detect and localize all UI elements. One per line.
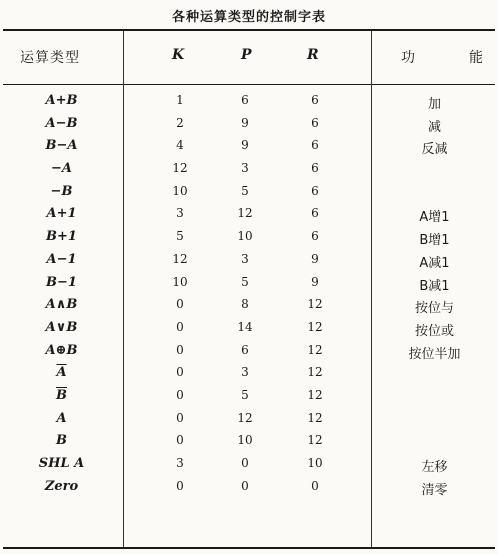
- header-p: P: [241, 47, 252, 63]
- cell-k: 0: [176, 410, 184, 425]
- cell-function: 反减: [421, 142, 448, 158]
- cell-operation-type: Zero: [44, 478, 79, 494]
- table-row: [0, 113, 498, 136]
- table-row: [0, 385, 498, 408]
- cell-r: 12: [307, 297, 323, 312]
- cell-p: 9: [241, 115, 249, 130]
- cell-k: 1: [176, 93, 184, 107]
- cell-p: 5: [241, 274, 249, 289]
- cell-function: 加: [427, 97, 441, 112]
- cell-function: A增1: [419, 210, 450, 226]
- cell-operation-type: $\overline{B}$: [56, 387, 67, 403]
- cell-operation-type: A−B: [45, 115, 78, 131]
- cell-operation-type: $\overline{A}$: [56, 365, 67, 381]
- cell-r: 6: [311, 93, 319, 107]
- cell-k: 0: [176, 297, 184, 312]
- table-row: [0, 181, 498, 204]
- header-function-char-2: 能: [469, 50, 483, 66]
- cell-p: 6: [241, 93, 249, 107]
- cell-operation-type: B−1: [46, 274, 77, 290]
- cell-r: 12: [307, 365, 323, 380]
- table-row: [0, 249, 498, 272]
- cell-operation-type: A+B: [45, 93, 78, 108]
- cell-p: 5: [241, 183, 249, 198]
- cell-p: 3: [241, 161, 249, 176]
- cell-function: 按位与: [414, 301, 454, 317]
- cell-operation-type: −B: [50, 183, 73, 199]
- cell-p: 0: [241, 478, 249, 493]
- cell-r: 12: [307, 319, 323, 334]
- cell-operation-type: A+1: [46, 206, 77, 222]
- cell-function: 按位半加: [408, 346, 461, 362]
- cell-operation-type: A: [56, 410, 67, 426]
- table-row: [0, 203, 498, 226]
- header-rule: [3, 84, 495, 85]
- cell-operation-type: SHL A: [38, 456, 85, 471]
- cell-function: A减1: [419, 255, 450, 271]
- cell-p: 10: [237, 229, 253, 244]
- table-row: [0, 362, 498, 385]
- table-title: 各种运算类型的控制字表: [171, 10, 326, 25]
- cell-r: 12: [307, 410, 323, 425]
- cell-k: 10: [172, 183, 188, 198]
- cell-p: 3: [241, 365, 249, 380]
- cell-k: 3: [176, 456, 184, 470]
- cell-k: 0: [176, 478, 184, 493]
- cell-p: 5: [241, 387, 249, 402]
- cell-function: B减1: [419, 278, 450, 294]
- cell-k: 0: [176, 433, 184, 448]
- cell-operation-type: B−A: [45, 138, 78, 154]
- cell-p: 3: [241, 251, 249, 266]
- cell-k: 4: [176, 138, 184, 153]
- header-k: K: [172, 47, 185, 63]
- table-row: [0, 408, 498, 431]
- table-row: [0, 430, 498, 453]
- header-type: 运算类型: [20, 50, 80, 66]
- cell-p: 6: [241, 342, 249, 357]
- cell-p: 14: [237, 319, 253, 334]
- cell-function: 左移: [421, 460, 448, 475]
- cell-r: 12: [307, 433, 323, 448]
- cell-r: 6: [311, 115, 319, 130]
- table-row: [0, 135, 498, 158]
- cell-k: 2: [176, 115, 184, 130]
- cell-k: 5: [176, 229, 184, 244]
- cell-function: 减: [427, 119, 441, 135]
- header-r: R: [307, 47, 319, 63]
- cell-p: 12: [237, 410, 253, 425]
- cell-function: 按位或: [414, 323, 454, 339]
- cell-operation-type: A⊕B: [45, 342, 78, 358]
- top-rule: [3, 29, 495, 31]
- cell-p: 10: [237, 433, 253, 448]
- cell-k: 0: [176, 342, 184, 357]
- header-function-char-1: 功: [401, 50, 415, 66]
- cell-operation-type: A−1: [46, 251, 77, 267]
- cell-k: 3: [176, 206, 184, 221]
- cell-r: 12: [307, 342, 323, 357]
- table-row: [0, 158, 498, 181]
- cell-k: 0: [176, 387, 184, 402]
- table-row: [0, 226, 498, 249]
- cell-r: 0: [311, 478, 319, 493]
- cell-p: 9: [241, 138, 249, 153]
- cell-k: 12: [172, 251, 188, 266]
- cell-r: 6: [311, 229, 319, 244]
- cell-r: 12: [307, 387, 323, 402]
- cell-k: 12: [172, 161, 188, 176]
- cell-operation-type: −A: [51, 161, 72, 177]
- cell-k: 10: [172, 274, 188, 289]
- cell-operation-type: B: [56, 433, 67, 449]
- cell-r: 6: [311, 206, 319, 221]
- table-row: [0, 317, 498, 340]
- cell-r: 9: [311, 274, 319, 289]
- cell-operation-type: A∧B: [45, 297, 78, 313]
- bottom-rule: [3, 547, 495, 549]
- cell-function: B增1: [419, 233, 450, 249]
- cell-r: 6: [311, 183, 319, 198]
- cell-r: 6: [311, 138, 319, 153]
- cell-function: 清零: [421, 482, 448, 498]
- cell-k: 0: [176, 319, 184, 334]
- cell-p: 12: [237, 206, 253, 221]
- cell-operation-type: A∨B: [45, 319, 78, 335]
- table-row: [0, 453, 498, 476]
- cell-operation-type: B+1: [46, 229, 77, 245]
- table-row: [0, 272, 498, 295]
- table-row: [0, 340, 498, 363]
- cell-p: 0: [241, 456, 249, 470]
- table-body: [0, 90, 498, 498]
- cell-r: 10: [307, 456, 323, 470]
- cell-r: 6: [311, 161, 319, 176]
- table-row: [0, 294, 498, 317]
- cell-p: 8: [241, 297, 249, 312]
- cell-k: 0: [176, 365, 184, 380]
- table-row: [0, 90, 498, 113]
- cell-r: 9: [311, 251, 319, 266]
- table-row: [0, 476, 498, 499]
